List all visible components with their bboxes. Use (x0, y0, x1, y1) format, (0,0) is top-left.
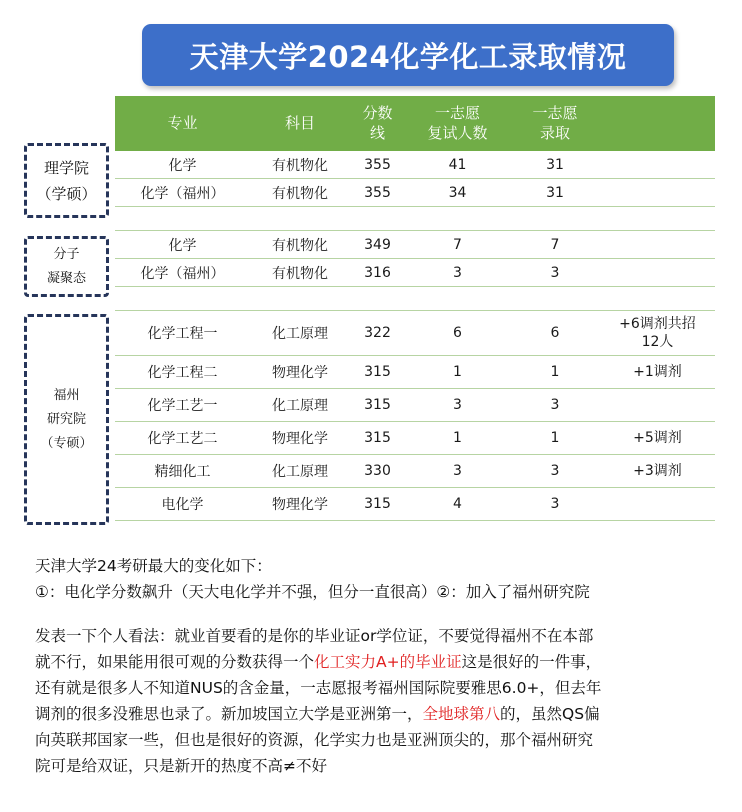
cell-retest: 3 (405, 389, 510, 422)
cell-major: 精细化工 (115, 455, 250, 488)
text-line: 向英联邦国家一些，但也是很好的资源，化学实力也是亚洲顶尖的，那个福州研究 (35, 731, 594, 749)
text-line: 院可是给双证，只是新开的热度不高≠不好 (35, 757, 327, 775)
cell-admit: 31 (510, 151, 600, 179)
cell-note (600, 488, 715, 521)
table-header-row (115, 96, 715, 151)
highlight-text: 化工实力A+的毕业证 (314, 653, 462, 671)
cell-major: 化学（福州） (115, 179, 250, 207)
cell-subject: 物理化学 (250, 356, 350, 389)
group-label-line: 凝聚态 (46, 270, 86, 286)
cell-note (600, 231, 715, 259)
text-line: 发表一下个人看法：就业首要看的是你的毕业证or学位证，不要觉得福州不在本部 (35, 627, 594, 645)
text-span: 就不行，如果能用很可观的分数获得一个 (35, 653, 315, 671)
cell-retest: 41 (405, 151, 510, 179)
table-row (115, 151, 715, 179)
cell-subject: 化工原理 (250, 389, 350, 422)
group-label-line: 分子 (53, 246, 80, 262)
cell-major: 化学（福州） (115, 259, 250, 287)
cell-admit: 1 (510, 356, 600, 389)
cell-retest: 1 (405, 422, 510, 455)
text-line: 天津大学24考研最大的变化如下： (35, 557, 272, 575)
table-row (115, 259, 715, 287)
cell-major: 化学 (115, 231, 250, 259)
cell-admit: 3 (510, 455, 600, 488)
header-admit: 一志愿 录取 (510, 96, 600, 151)
header-note (600, 96, 715, 151)
cell-note (600, 151, 715, 179)
table-row (115, 422, 715, 455)
cell-score: 349 (350, 231, 405, 259)
cell-subject: 有机物化 (250, 179, 350, 207)
group-label-line: 研究院 (46, 411, 86, 427)
cell-note (600, 389, 715, 422)
cell-score: 316 (350, 259, 405, 287)
cell-subject: 物理化学 (250, 488, 350, 521)
cell-major: 化学 (115, 151, 250, 179)
text-line: ①：电化学分数飙升（天大电化学并不强，但分一直很高）②：加入了福州研究院 (35, 583, 590, 601)
table-row (115, 488, 715, 521)
text-line (35, 649, 725, 675)
group-label-line: （学硕） (36, 184, 97, 203)
group-label-molecular (24, 236, 109, 297)
spacer-row (115, 207, 715, 231)
cell-note (600, 259, 715, 287)
text-line (35, 701, 725, 727)
cell-major: 化学工程一 (115, 311, 250, 356)
cell-score: 355 (350, 179, 405, 207)
cell-major: 化学工艺一 (115, 389, 250, 422)
cell-note: +3调剂 (600, 455, 715, 488)
cell-note: +1调剂 (600, 356, 715, 389)
cell-retest: 34 (405, 179, 510, 207)
cell-score: 315 (350, 488, 405, 521)
cell-admit: 1 (510, 422, 600, 455)
text-span: 这是很好的一件事， (461, 653, 602, 671)
cell-note: +5调剂 (600, 422, 715, 455)
header-retest: 一志愿 复试人数 (405, 96, 510, 151)
cell-score: 315 (350, 356, 405, 389)
text-span: 调剂的很多没雅思也录了。新加坡国立大学是亚洲第一， (35, 705, 423, 723)
group-label-line: （专硕） (40, 435, 93, 451)
table-row (115, 356, 715, 389)
cell-retest: 6 (405, 311, 510, 356)
table-row (115, 231, 715, 259)
cell-admit: 31 (510, 179, 600, 207)
group-label-fuzhou (24, 314, 109, 525)
cell-admit: 6 (510, 311, 600, 356)
admission-table (115, 96, 715, 521)
cell-major: 化学工艺二 (115, 422, 250, 455)
cell-retest: 7 (405, 231, 510, 259)
cell-subject: 化工原理 (250, 311, 350, 356)
cell-retest: 3 (405, 455, 510, 488)
table-row (115, 311, 715, 356)
paragraph-gap (35, 605, 725, 623)
cell-subject: 有机物化 (250, 259, 350, 287)
cell-score: 355 (350, 151, 405, 179)
group-label-line: 理学院 (43, 158, 89, 177)
cell-admit: 3 (510, 488, 600, 521)
table-row (115, 455, 715, 488)
cell-subject: 有机物化 (250, 151, 350, 179)
cell-score: 322 (350, 311, 405, 356)
cell-subject: 有机物化 (250, 231, 350, 259)
cell-retest: 1 (405, 356, 510, 389)
cell-score: 315 (350, 389, 405, 422)
highlight-text: 全地球第八 (422, 705, 501, 723)
commentary-text (35, 553, 725, 779)
cell-score: 330 (350, 455, 405, 488)
page-title: 天津大学2024化学化工录取情况 (142, 24, 674, 86)
header-major: 专业 (115, 96, 250, 151)
group-label-science (24, 143, 109, 218)
cell-retest: 4 (405, 488, 510, 521)
cell-major: 化学工程二 (115, 356, 250, 389)
header-score: 分数 线 (350, 96, 405, 151)
header-subject: 科目 (250, 96, 350, 151)
text-span: 的，虽然QS偏 (500, 705, 600, 723)
cell-admit: 7 (510, 231, 600, 259)
cell-admit: 3 (510, 259, 600, 287)
cell-note: +6调剂共招 12人 (600, 311, 715, 356)
table-row (115, 179, 715, 207)
cell-retest: 3 (405, 259, 510, 287)
group-label-line: 福州 (53, 387, 80, 403)
cell-subject: 物理化学 (250, 422, 350, 455)
cell-admit: 3 (510, 389, 600, 422)
cell-note (600, 179, 715, 207)
cell-subject: 化工原理 (250, 455, 350, 488)
cell-major: 电化学 (115, 488, 250, 521)
table-row (115, 389, 715, 422)
cell-score: 315 (350, 422, 405, 455)
text-line: 还有就是很多人不知道NUS的含金量，一志愿报考福州国际院要雅思6.0+，但去年 (35, 679, 602, 697)
spacer-row (115, 287, 715, 311)
